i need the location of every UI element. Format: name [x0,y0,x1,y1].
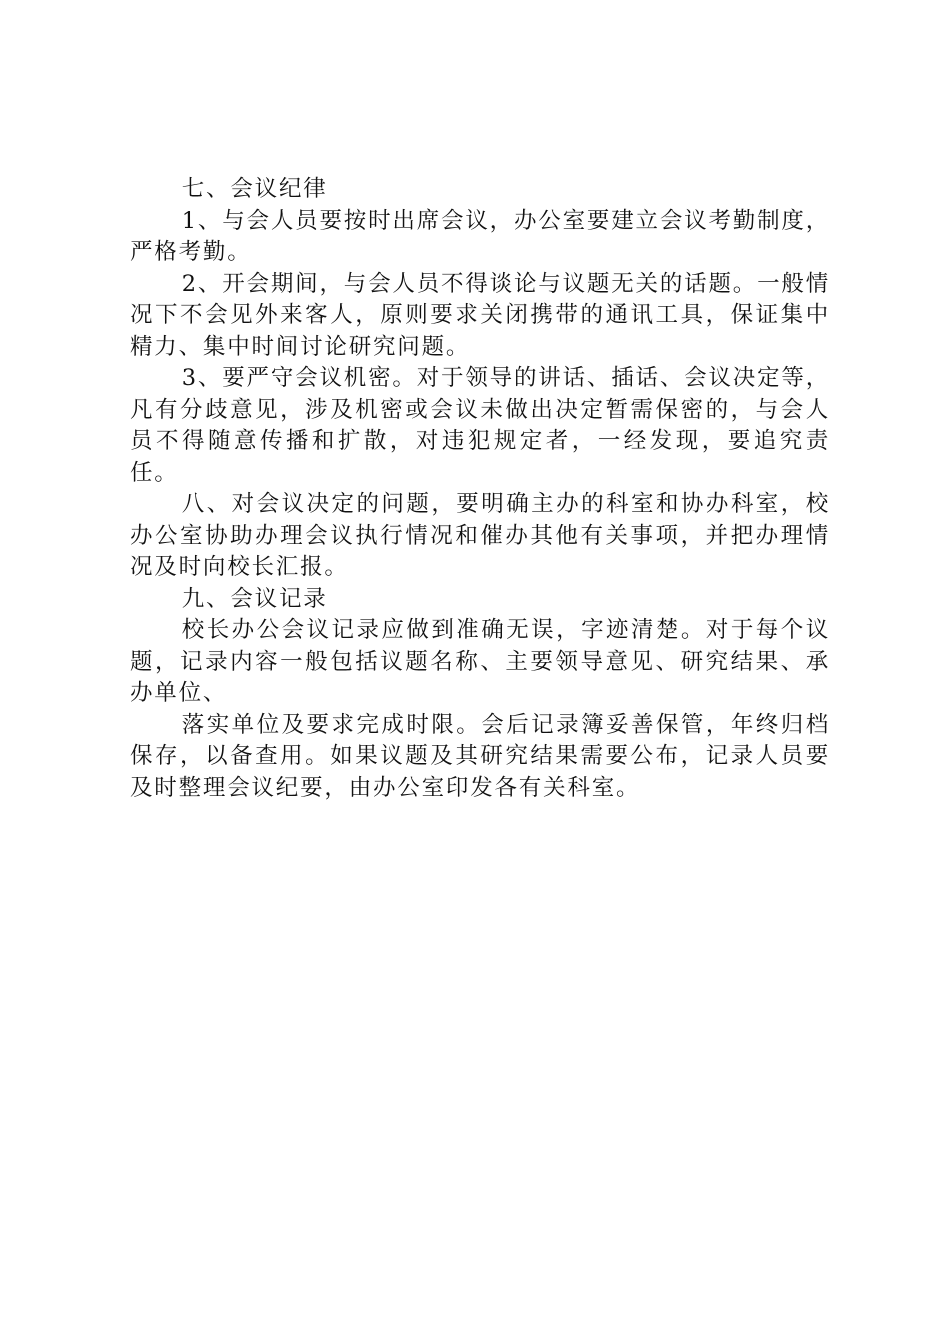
paragraph-attendance: 1、与会人员要按时出席会议，办公室要建立会议考勤制度，严格考勤。 [130,207,830,265]
document-body [130,174,830,804]
paragraph-record-content: 校长办公会议记录应做到准确无误，字迹清楚。对于每个议题，记录内容一般包括议题名称、主要领导意见、研究结果、承办单位、 [130,617,830,706]
section-heading-meeting-records: 九、会议记录 [181,585,328,612]
paragraph-meeting-conduct: 2、开会期间，与会人员不得谈论与议题无关的话题。一般情况下不会见外来客人，原则要求关闭携带的通讯工具，保证集中精力、集中时间讨论研究问题。 [130,270,830,360]
paragraph-record-keeping: 落实单位及要求完成时限。会后记录簿妥善保管，年终归档保存，以备查用。如果议题及其研究结果需要公布，记录人员要及时整理会议纪要，由办公室印发各有关科室。 [130,711,830,801]
section-heading-meeting-discipline: 七、会议纪律 [181,176,328,202]
paragraph-decision-handling: 八、对会议决定的问题，要明确主办的科室和协办科室，校办公室协助办理会议执行情况和催办其他有关事项，并把办理情况及时向校长汇报。 [130,491,830,580]
paragraph-confidentiality: 3、要严守会议机密。对于领导的讲话、插话、会议决定等，凡有分歧意见，涉及机密或会议未做出决定暂需保密的，与会人员不得随意传播和扩散，对违犯规定者，一经发现，要追究责任。 [130,365,830,486]
